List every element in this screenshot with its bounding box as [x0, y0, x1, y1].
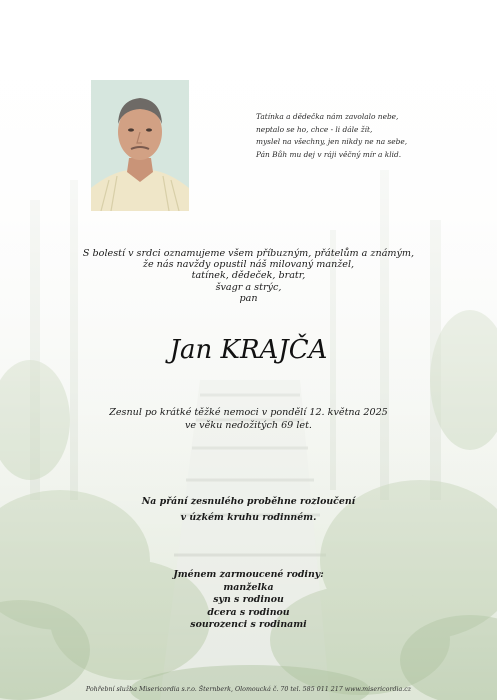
announcement-line: pan	[239, 292, 258, 304]
death-notice	[60, 407, 437, 432]
family-line: manželka	[223, 581, 274, 593]
family-line: syn s rodinou	[213, 594, 284, 605]
announcement-line: že nás navždy opustil náš milovaný manžel,	[142, 259, 355, 271]
announcement-line: S bolestí v srdci oznamujeme všem příbuzným, přátelům a známým,	[82, 248, 415, 259]
farewell-line: Na přání zesnulého proběhne rozloučení	[141, 496, 356, 507]
verse-line: neptalo se ho, chce - li dále žít,	[256, 124, 373, 134]
verse-line: Pán Bůh mu dej v ráji věčný mír a klid.	[256, 149, 402, 159]
farewell-notice	[60, 494, 437, 526]
announcement-line: švagr a strýc,	[215, 281, 282, 293]
verse-line: Tatínka a dědečka nám zavolalo nebe,	[256, 112, 399, 121]
deceased-name: Jan KRAJČA	[169, 335, 328, 365]
family-line: sourozenci s rodinami	[190, 619, 307, 630]
portrait-photo	[91, 80, 189, 211]
verse-line: myslel na všechny, jen nikdy ne na sebe,	[256, 137, 408, 146]
death-announcement	[60, 248, 437, 304]
funeral-service-footer: Pohřební služba Misericordia s.r.o. Šternberk, Olomoucká č. 70 tel. 585 011 217 www.misericordia.cz	[85, 686, 412, 693]
family-line: Jménem zarmoucené rodiny:	[173, 569, 324, 580]
announcement-line: tatínek, dědeček, bratr,	[191, 270, 306, 282]
farewell-line: v úzkém kruhu rodinném.	[180, 512, 317, 523]
family-line: dcera s rodinou	[207, 606, 290, 618]
death-notice-line: Zesnul po krátké těžké nemoci v pondělí 12. května 2025	[109, 407, 388, 418]
death-notice-line: ve věku nedožitých 69 let.	[185, 419, 312, 431]
family-signature	[60, 569, 437, 632]
memorial-verse	[256, 111, 456, 161]
